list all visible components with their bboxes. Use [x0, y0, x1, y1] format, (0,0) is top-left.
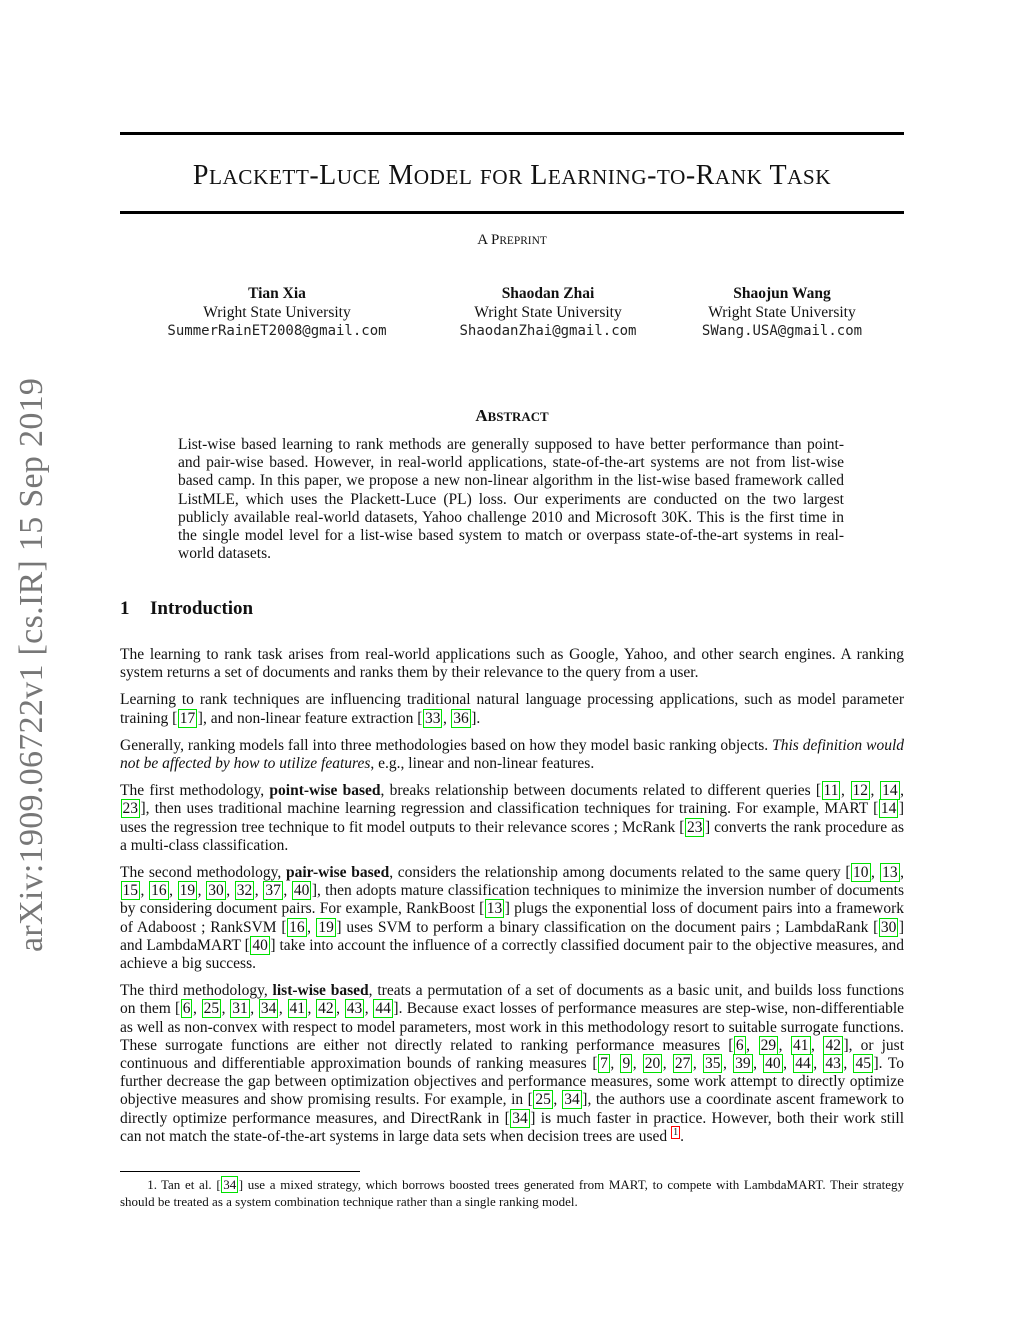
citation-link[interactable]: 33	[424, 709, 441, 727]
citation-link[interactable]: 44	[795, 1055, 811, 1073]
citation-link[interactable]: 13	[882, 864, 898, 882]
citation-link[interactable]: 16	[151, 882, 167, 900]
paper-title: PLACKETT-LUCE MODEL FOR LEARNING-TO-RANK TASK	[192, 160, 832, 191]
citation-link[interactable]: 43	[346, 1000, 363, 1018]
citation-link[interactable]: 31	[232, 1000, 248, 1018]
footnote: 1. Tan et al. [ 34 ] use a mixed strategy, which borrows boosted trees generated from MART, to compete with LambdaMART. Their strategy should be treated as a system combination technique rather than a single ranking model.	[120, 1177, 905, 1209]
citation-link[interactable]: 20	[644, 1055, 661, 1073]
abstract-heading: ABSTRACT	[475, 406, 549, 425]
arxiv-stamp: arXiv:1909.06722v1 [cs.IR] 15 Sep 2019	[13, 377, 50, 952]
citation-link[interactable]: 40	[293, 882, 310, 900]
paragraph: Generally, ranking models fall into three methodologies based on how they model basic ranking objects. This definition would not be affected by how to utilize features, e.g., linear and non-linear features.	[120, 736, 905, 773]
citation-link[interactable]: 36	[453, 709, 469, 727]
citation-link[interactable]: 25	[203, 1000, 220, 1018]
citation-link[interactable]: 34	[223, 1177, 237, 1192]
citation-link[interactable]: 6	[735, 1036, 744, 1054]
abstract-text: List-wise based learning to rank methods are generally supposed to have better performance than point- and pair-wise based. However, in real-world applications, state-of-the-art systems are not from list-wise based camp. In this paper, we propose a new non-linear algorithm in the list-wise based framework called ListMLE, which uses the Plackett-Luce (PL) loss. Our experiments are conducted on the two largest publicly available real-world datasets, Yahoo challenge 2010 and Microsoft 30K. This is the first time in the single model level for a list-wise based system to match or overpass state-of-the-art systems in real-world datasets.	[178, 436, 844, 563]
title-rule-top	[120, 132, 904, 135]
citation-link[interactable]: 39	[735, 1055, 751, 1073]
author-block	[140, 284, 414, 341]
citation-link[interactable]: 35	[704, 1055, 721, 1073]
citation-link[interactable]: 41	[793, 1036, 809, 1054]
citation-link[interactable]: 34	[260, 1000, 277, 1018]
citation-link[interactable]: 44	[375, 1000, 391, 1018]
citation-link[interactable]: 19	[318, 918, 334, 936]
citation-link[interactable]: 12	[852, 782, 869, 800]
citation-link[interactable]: 13	[486, 900, 503, 918]
citation-link[interactable]: 42	[318, 1000, 334, 1018]
author-name: Shaodan Zhai	[501, 285, 595, 302]
citation-link[interactable]: 34	[512, 1109, 528, 1127]
author-name: Shaojun Wang	[733, 285, 831, 302]
citation-link[interactable]: 15	[122, 882, 138, 900]
citation-link[interactable]: 23	[122, 800, 138, 818]
citation-link[interactable]: 42	[825, 1036, 841, 1054]
citation-link[interactable]: 40	[252, 936, 268, 954]
author-email[interactable]: ShaodanZhai@gmail.com	[459, 323, 637, 339]
paragraph: The first methodology, point-wise based, breaks relationship between documents related to different queries [ 11 , 12 , 14 , 23 ], then uses traditional machine learning regression and classification techniques for training. For example, MART [ 14 ] uses the regression tree technique to fit model outputs to their relevance scores ; McRank [ 23 ] converts the rank procedure as a multi-class classification.	[120, 782, 905, 854]
citation-link[interactable]: 16	[289, 918, 305, 936]
author-block	[676, 284, 888, 341]
citation-link[interactable]: 27	[674, 1055, 691, 1073]
citation-link[interactable]: 9	[622, 1055, 631, 1073]
citation-link[interactable]: 25	[535, 1091, 551, 1109]
title-rule-bottom	[120, 211, 904, 214]
introduction-body	[120, 646, 904, 1155]
author-block	[430, 284, 666, 341]
citation-link[interactable]: 45	[855, 1055, 871, 1073]
author-affiliation: Wright State University	[474, 304, 622, 321]
author-affiliation: Wright State University	[203, 304, 351, 321]
citation-link[interactable]: 6	[182, 1000, 191, 1018]
paragraph: The third methodology, list-wise based, treats a permutation of a set of documents as a basic unit, and builds loss functions on them [ 6 , 25 , 31 , 34 , 41 , 42 , 43 , 44 ]. Because exact losses of performance measures are step-wise, non-differentiable as well as non-convex with respect to model parameters, most work in this methodology resort to suitable surrogate functions. These surrogate functions are either not directly related to ranking performance measures [ 6 , 29 , 41 , 42 ], or just continuous and differentiable approximation bounds of ranking measures [ 7 , 9 , 20 , 27 , 35 , 39 , 40 , 44 , 43 , 45 ]. To further decrease the gap between optimization objectives and performance measures, some work attempt to directly optimize objective measures and show promising results. For example, in [ 25 , 34 ], the authors use a coordinate ascent framework to directly optimize performance measures, and DirectRank in [ 34 ] is much faster in practice. However, both their work still can not match the state-of-the-art systems in large data sets when decision trees are used $^1$ .	[120, 982, 905, 1146]
paragraph: The second methodology, pair-wise based, considers the relationship among documents related to the same query [ 10 , 13 , 15 , 16 , 19 , 30 , 32 , 37 , 40 ], then adopts mature classification techniques to minimize the inversion number of documents by considering document pairs. For example, RankBoost [ 13 ] plugs the exponential loss of document pairs into a framework of Adaboost ; RankSVM [ 16 , 19 ] uses SVM to perform a binary classification on the document pairs ; LambdaRank [ 30 ] and LambdaMART [ 40 ] take into account the influence of a correctly classified document pair to the objective measures, and achieve a big success.	[120, 864, 905, 973]
citation-link[interactable]: 10	[853, 864, 869, 882]
author-email[interactable]: SummerRainET2008@gmail.com	[167, 323, 387, 339]
citation-link[interactable]: 14	[880, 800, 897, 818]
citation-link[interactable]: 30	[208, 882, 224, 900]
citation-link[interactable]: 14	[882, 782, 898, 800]
citation-link[interactable]: 30	[880, 918, 897, 936]
citation-link[interactable]: 11	[823, 782, 839, 800]
citation-link[interactable]: 32	[236, 882, 253, 900]
citation-link[interactable]: 17	[179, 709, 196, 727]
author-email[interactable]: SWang.USA@gmail.com	[701, 323, 863, 339]
citation-link[interactable]: 43	[825, 1055, 841, 1073]
paragraph: The learning to rank task arises from real-world applications such as Google, Yahoo, and other search engines. A ranking system returns a set of documents and ranks them by their relevance to the query from a user.	[120, 646, 904, 682]
paragraph: Learning to rank techniques are influencing traditional natural language processing applications, such as model parameter training [ 17 ], and non-linear feature extraction [ 33 , 36 ].	[120, 691, 904, 727]
citation-link[interactable]: 29	[760, 1036, 777, 1054]
citation-link[interactable]: 7	[600, 1055, 608, 1073]
citation-link[interactable]: 41	[289, 1000, 305, 1018]
author-affiliation: Wright State University	[708, 304, 856, 321]
citation-link[interactable]: 23	[686, 818, 703, 836]
footnote-rule	[120, 1171, 360, 1172]
citation-link[interactable]: 40	[765, 1055, 781, 1073]
section-heading-introduction: 1 Introduction	[120, 598, 254, 619]
preprint-label: A PREPRINT	[477, 232, 547, 248]
citation-link[interactable]: 34	[564, 1091, 580, 1109]
citation-link[interactable]: 19	[179, 882, 196, 900]
footnote-marker[interactable]: 1	[673, 1126, 679, 1138]
author-name: Tian Xia	[248, 285, 306, 302]
citation-link[interactable]: 37	[265, 882, 281, 900]
